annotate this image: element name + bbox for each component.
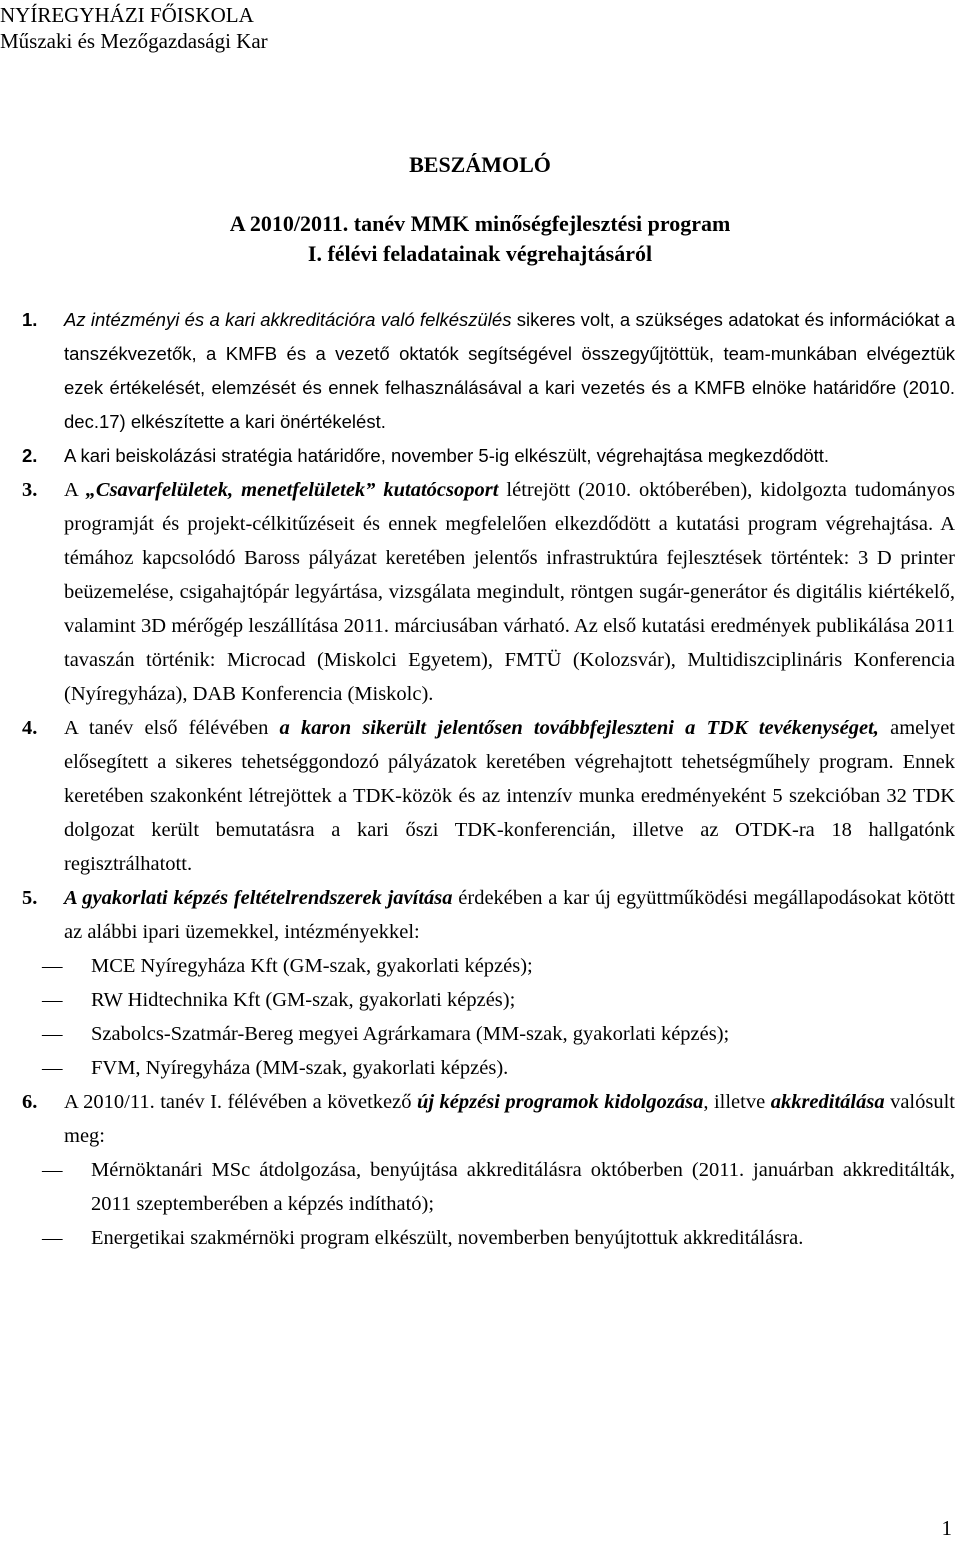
dash-icon: — <box>42 1159 63 1181</box>
report-item-list <box>0 303 955 1255</box>
partner-item: — Szabolcs-Szatmár-Bereg megyei Agrárkamara (MM-szak, gyakorlati képzés); <box>0 1017 955 1051</box>
report-subtitle-line-2: I. félévi feladatainak végrehajtásáról <box>307 241 653 266</box>
item-text: valósult meg: <box>64 1091 955 1147</box>
item-prefix: A <box>64 479 86 501</box>
item-prefix: A 2010/11. tanév I. félévében a következő <box>64 1091 417 1113</box>
program-item: — Energetikai szakmérnöki program elkészült, novemberben benyújtottuk akkreditálásra. <box>0 1221 955 1255</box>
item-emphasis: a karon sikerült jelentősen továbbfejleszteni a TDK tevékenységet, <box>279 717 879 739</box>
report-item-5 <box>0 881 955 1085</box>
dash-icon: — <box>42 1227 63 1249</box>
program-list <box>0 1153 955 1255</box>
partner-list <box>0 949 955 1085</box>
item-emphasis: Az intézményi és a kari akkreditációra való felkészülés <box>64 309 512 330</box>
report-subtitle-line-1: A 2010/2011. tanév MMK minőségfejlesztési program <box>229 211 731 236</box>
item-number: 4. <box>22 717 38 739</box>
item-emphasis-2: akkreditálása <box>770 1091 885 1113</box>
document-header <box>0 2 268 54</box>
dash-icon: — <box>42 1023 63 1045</box>
dash-icon: — <box>42 989 63 1011</box>
item-text: sikeres volt, a szükséges adatokat és információkat a tanszékvezetők, a KMFB és a vezető oktatók segítségével összegyűjtöttük, team-munkában elvégeztük ezek értékelését, elemzését és ennek felhasználásával a kari vezetés és a KMFB elnöke határidőre (2010. dec.17) elkészítette a kari önértékelést. <box>64 309 955 432</box>
item-emphasis: új képzési programok kidolgozása <box>416 1091 704 1113</box>
partner-item: — MCE Nyíregyháza Kft (GM-szak, gyakorlati képzés); <box>0 949 955 983</box>
program-item: — Mérnöktanári MSc átdolgozása, benyújtása akkreditálásra októberben (2011. januárban akkreditálták, 2011 szeptemberében a képzés indítható); <box>0 1153 955 1221</box>
item-text: létrejött (2010. októberében), kidolgozta tudományos programját és projekt-célkitűzéseit és ennek megfelelően elkezdődött a kutatási program végrehajtása. A témához kapcsolódó Baross pályázat keretében jelentős infrastruktúra fejlesztések történtek: 3 D printer beüzemelése, csigahajtópár legyártása, vizsgálata megindult, röntgen sugár-generátor és digitális kiértékelő, valamint 3D mérőgép leszállítása 2011. márciusában várható. Az első kutatási eredmények publikálása 2011 tavaszán történik: Microcad (Miskolci Egyetem), FMTÜ (Kolozsvár), Multidiszciplináris Konferencia (Nyíregyháza), DAB Konferencia (Miskolc). <box>64 479 955 705</box>
partner-item: — RW Hidtechnika Kft (GM-szak, gyakorlati képzés); <box>0 983 955 1017</box>
item-text: A kari beiskolázási stratégia határidőre, november 5-ig elkészült, végrehajtása megkezdődött. <box>64 445 830 466</box>
item-number: 2. <box>22 445 38 466</box>
report-title: BESZÁMOLÓ <box>409 152 551 177</box>
item-emphasis: A gyakorlati képzés feltételrendszerek javítása <box>64 887 453 909</box>
item-prefix: A tanév első félévében <box>64 717 280 739</box>
partner-item: — FVM, Nyíregyháza (MM-szak, gyakorlati képzés). <box>0 1051 955 1085</box>
report-item-3 <box>0 473 955 711</box>
dash-icon: — <box>42 1057 63 1079</box>
item-number: 6. <box>22 1091 38 1113</box>
report-item-4 <box>0 711 955 881</box>
faculty-name: Műszaki és Mezőgazdasági Kar <box>0 29 268 53</box>
report-item-6 <box>0 1085 955 1255</box>
item-number: 5. <box>22 887 38 909</box>
item-number: 1. <box>22 309 38 330</box>
item-middle: , illetve <box>703 1091 771 1113</box>
item-emphasis: „Csavarfelületek, menetfelületek” kutatócsoport <box>85 479 499 501</box>
item-text: amelyet elősegített a sikeres tehetséggondozó pályázatok keretében végrehajtott tehetségműhely program. Ennek keretében szakonként létrejöttek a TDK-közök és az intenzív munka eredményeként 5 szekcióban 32 TDK dolgozat került bemutatásra a kari őszi TDK-konferencián, illetve az OTDK-ra 18 hallgatónk regisztrálhatott. <box>64 717 955 875</box>
dash-icon: — <box>42 955 63 977</box>
page-number: 1 <box>941 1516 952 1540</box>
report-item-1 <box>0 303 955 439</box>
report-item-2 <box>0 439 955 473</box>
item-number: 3. <box>22 479 38 501</box>
institution-name: NYÍREGYHÁZI FŐISKOLA <box>0 3 254 27</box>
item-text: érdekében a kar új együttműködési megállapodásokat kötött az alábbi ipari üzemekkel, intézményekkel: <box>64 887 955 943</box>
